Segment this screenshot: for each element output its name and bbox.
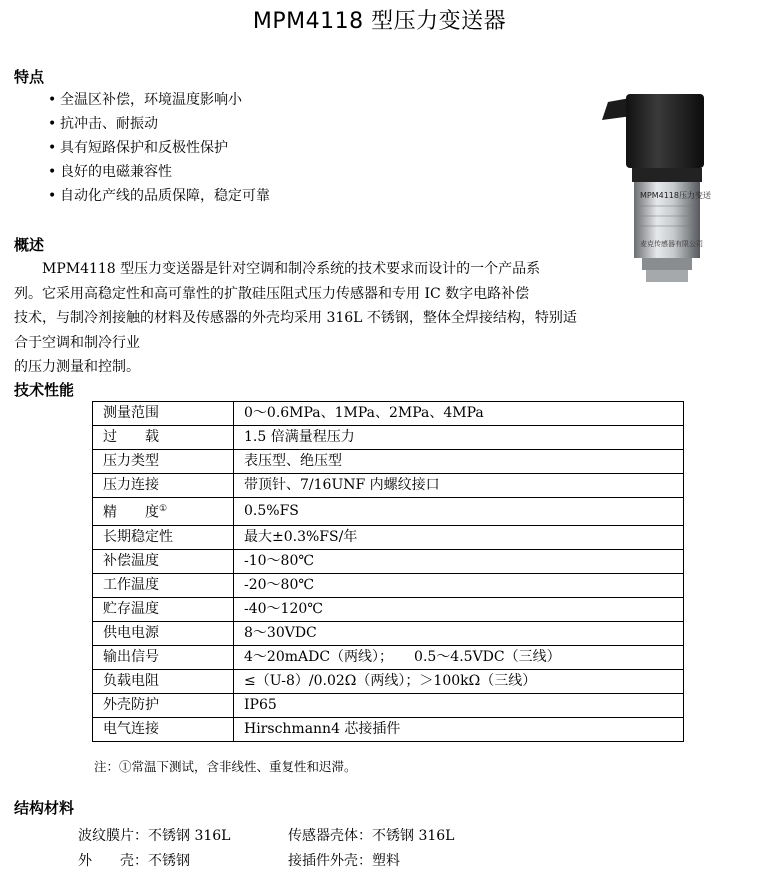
photo-label: MPM4118压力变送 (640, 191, 711, 200)
table-row (93, 645, 684, 669)
bullet-icon: • (48, 116, 57, 132)
overview-line: 技术，与制冷剂接触的材料及传感器的外壳均采用 316L 不锈钢，整体全焊接结构，特别适合于空调和制冷行业 (14, 310, 577, 351)
spec-key: 补偿温度 (93, 549, 234, 573)
spec-value: 0～0.6MPa、1MPa、2MPa、4MPa (234, 402, 684, 426)
spec-key: 测量范围 (93, 402, 234, 426)
list-item (48, 160, 270, 184)
feature-text: 全温区补偿，环境温度影响小 (60, 92, 242, 108)
overview-heading: 概述 (14, 236, 45, 254)
spec-value: 8～30VDC (234, 621, 684, 645)
spec-value: 4～20mADC（两线）； 0.5～4.5VDC（三线） (234, 645, 684, 669)
specs-heading: 技术性能 (14, 381, 75, 399)
table-row (93, 498, 684, 526)
list-item (48, 112, 270, 136)
spec-value: 1.5 倍满量程压力 (234, 426, 684, 450)
table-row (93, 426, 684, 450)
spec-key: 工作温度 (93, 573, 234, 597)
table-row (93, 450, 684, 474)
spec-key: 外壳防护 (93, 693, 234, 717)
table-row (93, 597, 684, 621)
spec-table (92, 401, 684, 742)
bullet-icon: • (48, 92, 57, 108)
bullet-icon: • (48, 140, 57, 156)
spec-key (93, 498, 234, 526)
spec-footnote: 注：①常温下测试，含非线性、重复性和迟滞。 (94, 759, 357, 774)
spec-value: 最大±0.3%FS/年 (234, 525, 684, 549)
footnote-mark: ① (159, 504, 168, 514)
spec-value: -10～80℃ (234, 549, 684, 573)
spec-key: 电气连接 (93, 717, 234, 741)
spec-key: 供电电源 (93, 621, 234, 645)
spec-value: -20～80℃ (234, 573, 684, 597)
table-row (93, 525, 684, 549)
spec-value: 表压型、绝压型 (234, 450, 684, 474)
spec-key: 压力连接 (93, 474, 234, 498)
spec-value: Hirschmann4 芯接插件 (234, 717, 684, 741)
feature-text: 抗冲击、耐振动 (60, 116, 158, 132)
table-row (93, 474, 684, 498)
features-heading: 特点 (14, 68, 45, 86)
material-sensor-housing: 传感器壳体：不锈钢 316L (288, 828, 455, 844)
photo-maker-label: 麦克传感器有限公司 (640, 240, 703, 248)
list-item (48, 88, 270, 112)
spec-key: 输出信号 (93, 645, 234, 669)
table-row (93, 717, 684, 741)
feature-text: 良好的电磁兼容性 (60, 164, 172, 180)
overview-line: 列。它采用高稳定性和高可靠性的扩散硅压阻式压力传感器和专用 IC 数字电路补偿 (14, 285, 530, 302)
overview-line: 的压力测量和控制。 (14, 359, 140, 375)
spec-key: 长期稳定性 (93, 525, 234, 549)
spec-value: 0.5%FS (234, 498, 684, 526)
materials-heading: 结构材料 (14, 799, 75, 817)
material-diaphragm: 波纹膜片：不锈钢 316L (78, 828, 231, 844)
list-item (48, 184, 270, 208)
list-item (48, 136, 270, 160)
spec-value: 带顶针、7/16UNF 内螺纹接口 (234, 474, 684, 498)
bullet-icon: • (48, 164, 57, 180)
overview-line: MPM4118 型压力变送器是针对空调和制冷系统的技术要求而设计的一个产品系 (42, 261, 541, 277)
material-connector-shell: 接插件外壳：塑料 (288, 853, 400, 869)
spec-key-text: 精 度 (103, 504, 159, 521)
table-row (93, 621, 684, 645)
overview-paragraph (14, 257, 756, 380)
spec-key: 负载电阻 (93, 669, 234, 693)
material-shell: 外 壳：不锈钢 (78, 853, 190, 869)
feature-text: 自动化产线的品质保障，稳定可靠 (60, 188, 270, 204)
features-list (48, 88, 270, 208)
page-title: MPM4118 型压力变送器 (252, 9, 507, 34)
feature-text: 具有短路保护和反极性保护 (60, 140, 228, 156)
table-row (93, 549, 684, 573)
spec-value: IP65 (234, 693, 684, 717)
bullet-icon: • (48, 188, 57, 204)
table-row (93, 693, 684, 717)
table-row (93, 402, 684, 426)
spec-value: -40～120℃ (234, 597, 684, 621)
table-row (93, 573, 684, 597)
product-photo (584, 84, 724, 284)
table-row (93, 669, 684, 693)
spec-key: 压力类型 (93, 450, 234, 474)
spec-value: ≤（U-8）/0.02Ω（两线）；＞100kΩ（三线） (234, 669, 684, 693)
spec-key: 贮存温度 (93, 597, 234, 621)
spec-key: 过 载 (93, 426, 234, 450)
